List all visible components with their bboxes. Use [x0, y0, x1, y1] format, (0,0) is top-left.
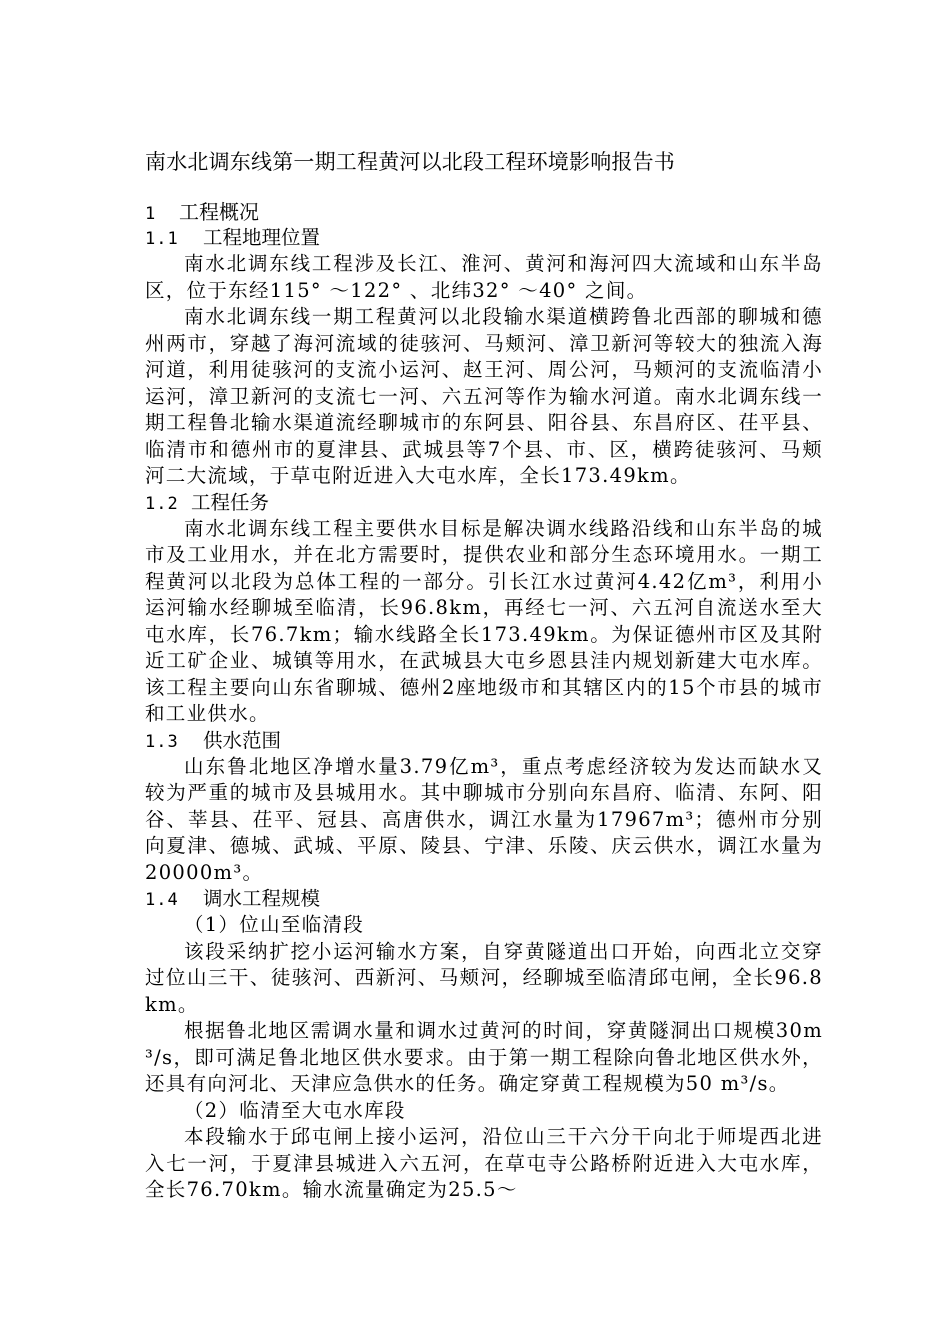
section-number: 1: [145, 204, 157, 224]
paragraph: 本段输水于邱屯闸上接小运河，沿位山三干六分干向北于师堤西北进入七一河，于夏津县城进入六五河，在草屯寺公路桥附近进入大屯水库，全长76.70km。输水流量确定为25.5～: [145, 1125, 823, 1201]
section-title: 调水工程规模: [203, 887, 321, 910]
paragraph: 南水北调东线一期工程黄河以北段输水渠道横跨鲁北西部的聊城和德州两市，穿越了海河流域的徒骇河、马颊河、漳卫新河等较大的独流入海河道，利用徒骇河的支流小运河、赵王河、周公河，马颊河的支流临清小运河，漳卫新河的支流七一河、六五河等作为输水河道。南水北调东线一期工程鲁北输水渠道流经聊城市的东阿县、阳谷县、东昌府区、茌平县、临清市和德州市的夏津县、武城县等7个县、市、区，横跨徒骇河、马颊河二大流域，于草屯附近进入大屯水库，全长173.49km。: [145, 305, 823, 487]
section-heading-1-1: [145, 225, 823, 251]
paragraph: 山东鲁北地区净增水量3.79亿m³，重点考虑经济较为发达而缺水又较为严重的城市及县城用水。其中聊城市分别向东昌府、临清、东阿、阳谷、莘县、茌平、冠县、高唐供水，调江水量为17967m³；德州市分别向夏津、德城、武城、平原、陵县、宁津、乐陵、庆云供水，调江水量为20000m³。: [145, 754, 823, 884]
section-number: 1.2: [145, 493, 179, 514]
section-number: 1.1: [145, 229, 179, 249]
section-title: 工程地理位置: [203, 226, 321, 249]
paragraph: 南水北调东线工程涉及长江、淮河、黄河和海河四大流域和山东半岛区，位于东经115° ～122° 、北纬32° ～40° 之间。: [145, 252, 823, 302]
section-number: 1.4: [145, 890, 179, 910]
section-number: 1.3: [145, 731, 179, 752]
section-heading-1-3: [145, 728, 823, 754]
document-title: 南水北调东线第一期工程黄河以北段工程环境影响报告书: [145, 150, 675, 174]
paragraph: 该段采纳扩挖小运河输水方案，自穿黄隧道出口开始，向西北立交穿过位山三干、徒骇河、西新河、马颊河，经聊城至临清邱屯闸，全长96.8km。: [145, 939, 823, 1016]
section-title: 工程概况: [179, 200, 259, 224]
paragraph: 南水北调东线工程主要供水目标是解决调水线路沿线和山东半岛的城市及工业用水，并在北方需要时，提供农业和部分生态环境用水。一期工程黄河以北段为总体工程的一部分。引长江水过黄河4.42亿m³，利用小运河输水经聊城至临清，长96.8km，再经七一河、六五河自流送水至大屯水库，长76.7km；输水线路全长173.49km。为保证德州市区及其附近工矿企业、城镇等用水，在武城县大屯乡恩县洼内规划新建大屯水库。该工程主要向山东省聊城、德州2座地级市和其辖区内的15个市县的城市和工业供水。: [145, 516, 823, 725]
subsection-label: （1）位山至临清段: [184, 913, 365, 936]
section-title: 工程任务: [191, 490, 270, 514]
section-heading-1-4: [145, 886, 823, 912]
document-body: [145, 199, 823, 1204]
subsection-label: （2）临清至大屯水库段: [184, 1098, 406, 1122]
section-heading-1-2: [145, 490, 823, 516]
paragraph: 根据鲁北地区需调水量和调水过黄河的时间，穿黄隧洞出口规模30m³/s，即可满足鲁北地区供水要求。由于第一期工程除向鲁北地区供水外，还具有向河北、天津应急供水的任务。确定穿黄工程规模为50 m³/s。: [145, 1019, 823, 1095]
section-heading-1: [145, 199, 823, 225]
section-title: 供水范围: [203, 728, 282, 752]
